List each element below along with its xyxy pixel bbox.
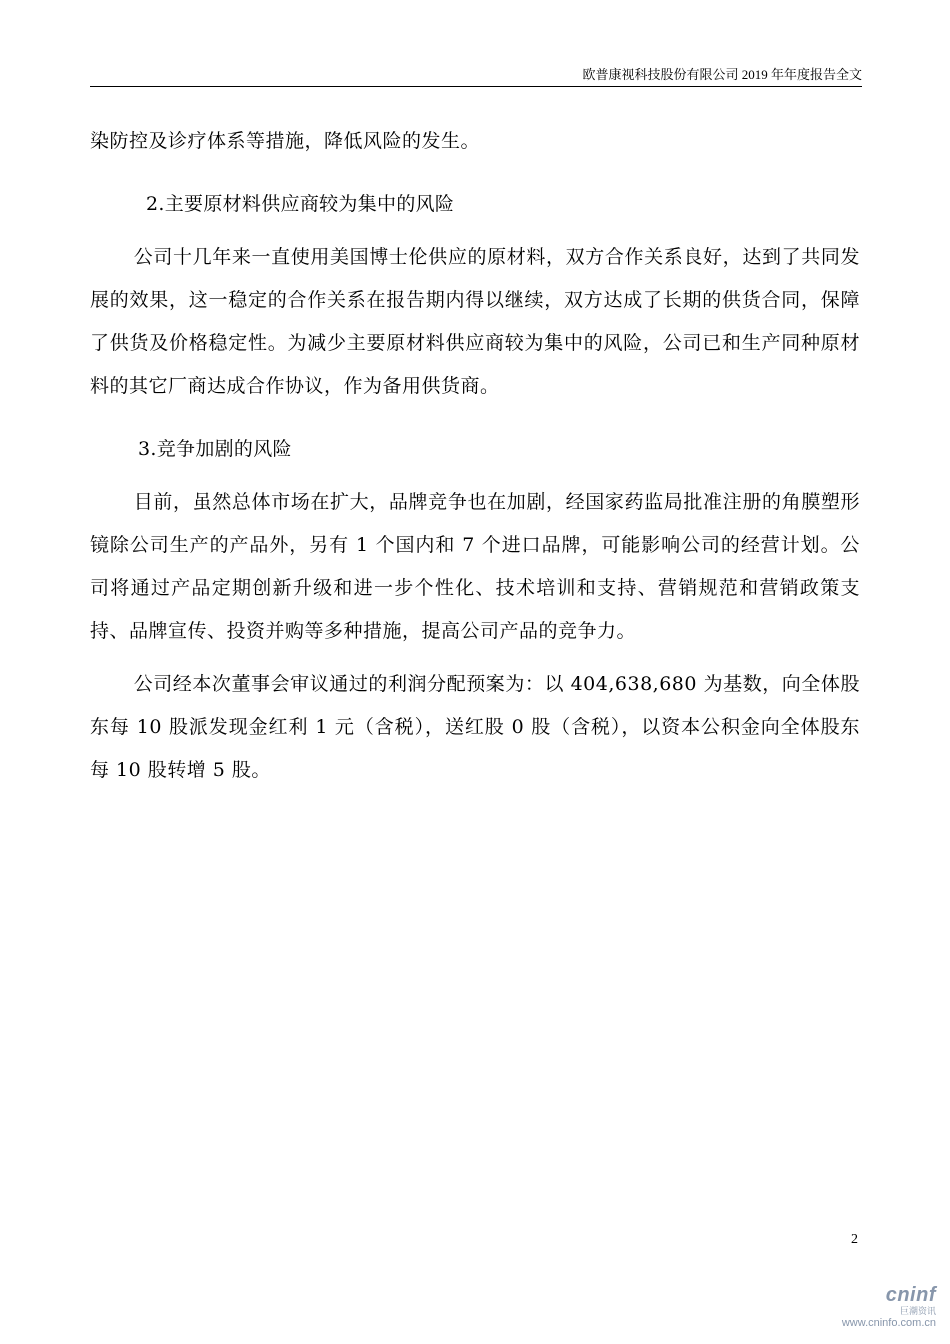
page-number: 2 (851, 1232, 858, 1247)
paragraph-competition-risk: 目前，虽然总体市场在扩大，品牌竞争也在加剧，经国家药监局批准注册的角膜塑形镜除公司生产的产品外，另有 1 个国内和 7 个进口品牌，可能影响公司的经营计划。公司将通过产品定期创新升级和进一步个性化、技术培训和支持、营销规范和营销政策支持、品牌宣传、投资并购等多种措施，提高公司产品的竞争力。 (90, 491, 860, 642)
section-heading-3: 3.竞争加剧的风险 (138, 438, 292, 460)
cninfo-watermark (826, 1284, 936, 1334)
section-heading-2: 2.主要原材料供应商较为集中的风险 (146, 193, 455, 215)
cninfo-cn-name: 巨潮资讯 (899, 1306, 936, 1316)
paragraph-supplier-risk: 公司十几年来一直使用美国博士伦供应的原材料，双方合作关系良好，达到了共同发展的效果，这一稳定的合作关系在报告期内得以继续，双方达成了长期的供货合同，保障了供货及价格稳定性。为减少主要原材料供应商较为集中的风险，公司已和生产同种原材料的其它厂商达成合作协议，作为备用供货商。 (90, 246, 860, 397)
continued-paragraph: 染防控及诊疗体系等措施，降低风险的发生。 (90, 130, 481, 152)
page-header (90, 64, 862, 87)
cninfo-logo: cninf (885, 1284, 936, 1306)
paragraph-profit-distribution: 公司经本次董事会审议通过的利润分配预案为：以 404,638,680 为基数，向全体股东每 10 股派发现金红利 1 元（含税），送红股 0 股（含税），以资本公积金向全体股东每 10 股转增 5 股。 (90, 673, 860, 781)
cninfo-url: www.cninfo.com.cn (841, 1317, 936, 1329)
header-title: 欧普康视科技股份有限公司 2019 年年度报告全文 (582, 67, 862, 82)
document-body (90, 120, 860, 792)
